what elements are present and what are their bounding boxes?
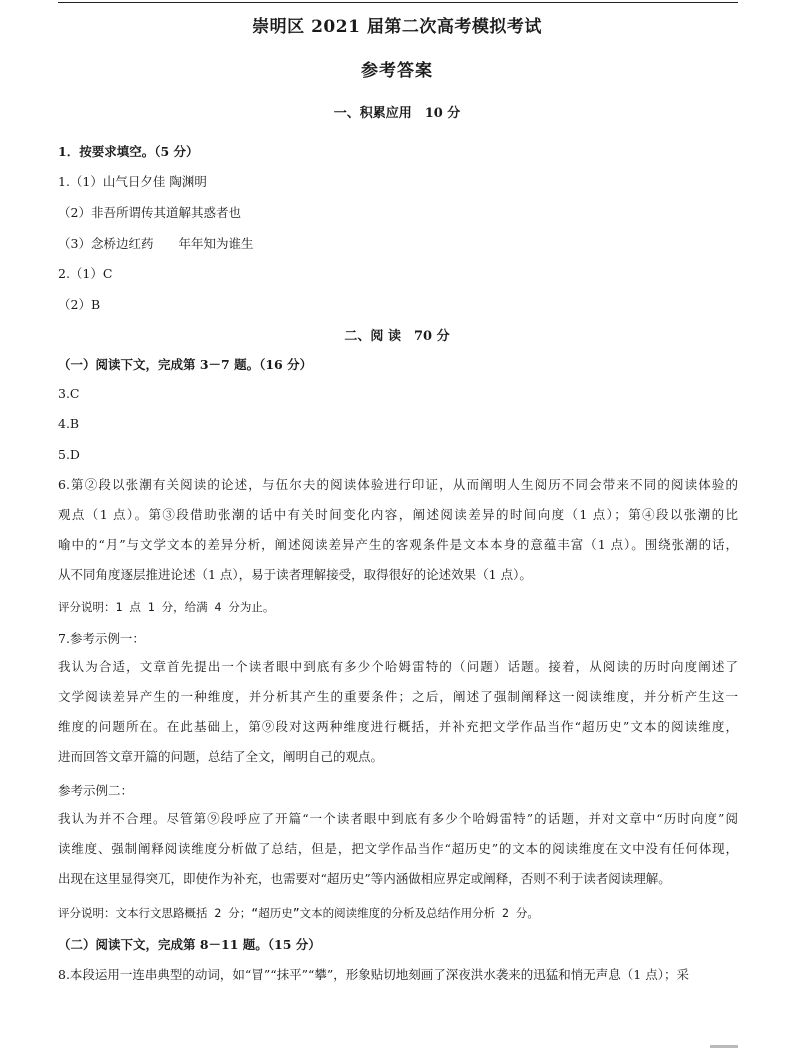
answer-7-example-2-label: 参考示例二： [58, 783, 134, 798]
answer-6-line: 喻中的“月”与文学文本的差异分析，阐述阅读差异产生的客观条件是文本本身的意蕴丰富（1 点）。围绕张潮的话， [58, 537, 738, 552]
answer-7-line: 出现在这里显得突兀，即使作为补充，也需要对“超历史”等内涵做相应界定或阐释，否则不利于读者阅读理解。 [58, 871, 671, 886]
page-subtitle: 参考答案 [361, 61, 433, 81]
answer-6-line: 6.第②段以张潮有关阅读的论述，与伍尔夫的阅读体验进行印证，从而阐明人生阅历不同会带来不同的阅读体验的 [58, 477, 738, 492]
answer-2-2: （2）B [58, 297, 101, 312]
question-1-heading: 1．按要求填空。（5 分） [58, 144, 199, 159]
page-corner-mark [710, 1045, 738, 1048]
reading-1-heading: （一）阅读下文，完成第 3－7 题。（16 分） [58, 357, 313, 372]
answer-3: 3.C [58, 386, 80, 401]
answer-7-line: 进而回答文章开篇的问题，总结了全文，阐明自己的观点。 [58, 749, 384, 764]
page-title: 崇明区 2021 届第二次高考模拟考试 [252, 17, 542, 37]
answer-6-paragraph [58, 470, 738, 590]
answer-7-line: 读维度、强制阐释阅读维度分析做了总结，但是，把文学作品当作“超历史”的文本的阅读维度在文中没有任何体现， [58, 841, 738, 856]
answer-7-example-1-label: 7.参考示例一： [58, 631, 145, 646]
answer-6-line: 从不同角度逐层推进论述（1 点），易于读者理解接受，取得很好的论述效果（1 点）。 [58, 567, 532, 582]
answer-7-line: 维度的问题所在。在此基础上，第⑨段对这两种维度进行概括，并补充把文学作品当作“超历史”文本的阅读维度， [58, 719, 738, 734]
answer-7-line: 我认为并不合理。尽管第⑨段呼应了开篇“一个读者眼中到底有多少个哈姆雷特”的话题，并对文章中“历时向度”阅 [58, 811, 738, 826]
answer-1-3: （3）念桥边红药 年年知为谁生 [58, 236, 254, 251]
answer-5: 5.D [58, 447, 80, 462]
answer-7-example-1-paragraph [58, 652, 738, 772]
answer-4: 4.B [58, 416, 80, 431]
answer-1-2: （2）非吾所谓传其道解其惑者也 [58, 205, 241, 220]
answer-6-scoring-note: 评分说明：1 点 1 分，给满 4 分为止。 [58, 600, 275, 614]
section-heading-reading: 二、阅 读 70 分 [344, 329, 450, 344]
answer-2-1: 2.（1）C [58, 266, 113, 281]
answer-7-line: 我认为合适，文章首先提出一个读者眼中到底有多少个哈姆雷特的（问题）话题。接着，从阅读的历时向度阐述了 [58, 659, 738, 674]
answer-6-line: 观点（1 点）。第③段借助张潮的话中有关时间变化内容，阐述阅读差异的时间向度（1 点）；第④段以张潮的比 [58, 507, 738, 522]
answer-7-example-2-paragraph [58, 804, 738, 894]
section-heading-accumulation: 一、积累应用 10 分 [333, 106, 461, 121]
answer-8-line: 8.本段运用一连串典型的动词，如“冒”“抹平”“攀”，形象贴切地刻画了深夜洪水袭来的迅猛和悄无声息（1 点）；采 [58, 967, 689, 982]
answer-1-1: 1.（1）山气日夕佳 陶渊明 [58, 174, 207, 189]
answer-7-line: 文学阅读差异产生的一种维度，并分析其产生的重要条件；之后，阐述了强制阐释这一阅读维度，并分析产生这一 [58, 689, 738, 704]
reading-2-heading: （二）阅读下文，完成第 8－11 题。（15 分） [58, 937, 321, 952]
top-rule [58, 2, 738, 3]
answer-7-scoring-note: 评分说明：文本行文思路概括 2 分；“超历史”文本的阅读维度的分析及总结作用分析 2 分。 [58, 906, 539, 920]
